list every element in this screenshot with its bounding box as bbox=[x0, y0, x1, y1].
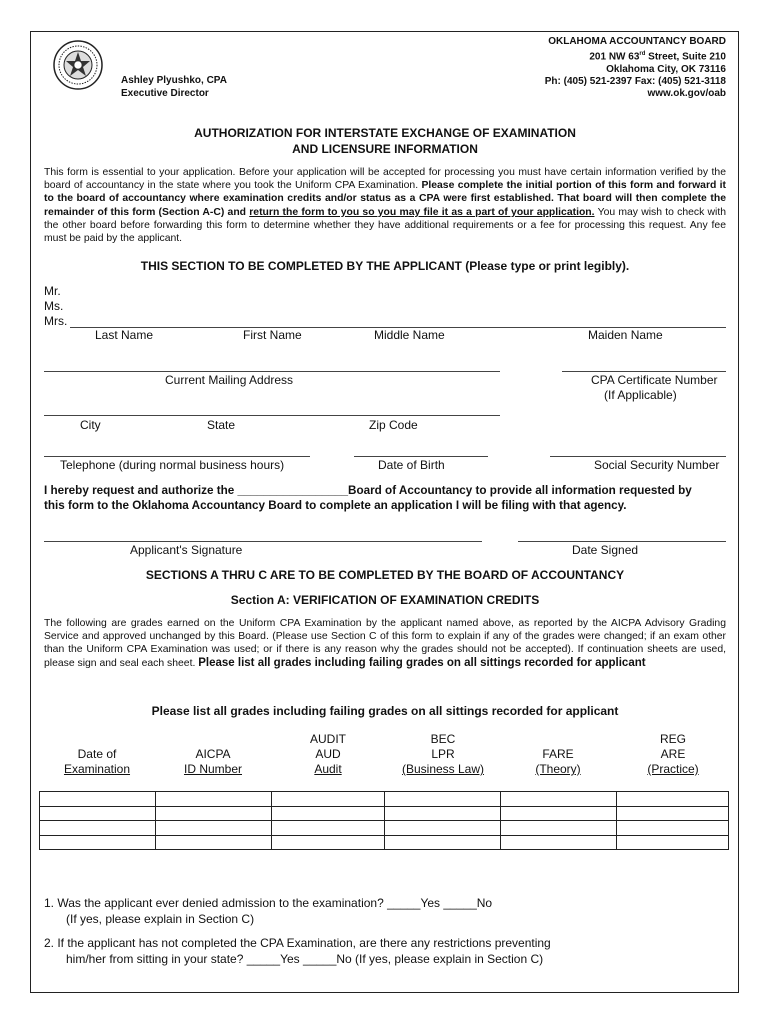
title-mrs[interactable]: Mrs. bbox=[44, 314, 68, 328]
grade-cell[interactable] bbox=[617, 792, 729, 807]
column-header-underlined: (Business Law) bbox=[401, 762, 485, 776]
label-zip: Zip Code bbox=[369, 418, 418, 432]
applicant-section-heading: THIS SECTION TO BE COMPLETED BY THE APPLICANT (Please type or print legibly). bbox=[140, 259, 630, 273]
table-row bbox=[40, 792, 729, 807]
grade-cell[interactable] bbox=[271, 806, 385, 821]
column-header-underlined: ID Number bbox=[183, 762, 242, 776]
column-header-text: Date of bbox=[77, 747, 117, 761]
director-name: Ashley Plyushko, CPA bbox=[121, 75, 227, 86]
board-name: OKLAHOMA ACCOUNTANCY BOARD bbox=[548, 36, 726, 47]
title-ms[interactable]: Ms. bbox=[44, 299, 64, 313]
grade-cell[interactable] bbox=[271, 835, 385, 850]
question-1: 1. Was the applicant ever denied admission to the examination? _____Yes _____No (If yes, please explain in Section C) bbox=[44, 896, 493, 926]
grade-cell[interactable] bbox=[155, 835, 271, 850]
column-header-underlined: Audit bbox=[314, 762, 342, 776]
grade-cell[interactable] bbox=[385, 821, 501, 836]
column-header-1 bbox=[37, 747, 157, 777]
column-header-5 bbox=[498, 747, 618, 777]
board-city: Oklahoma City, OK 73116 bbox=[606, 63, 726, 75]
column-header-text: AUD bbox=[315, 747, 341, 761]
grade-cell[interactable] bbox=[501, 821, 617, 836]
grade-cell[interactable] bbox=[617, 835, 729, 850]
grade-cell[interactable] bbox=[385, 792, 501, 807]
signature-field-line[interactable] bbox=[44, 541, 482, 542]
board-street: 201 NW 63rd Street, Suite 210 bbox=[589, 51, 726, 63]
label-city: City bbox=[80, 418, 101, 432]
grades-list-heading: Please list all grades including failing grades on all sittings recorded for applicant bbox=[151, 704, 619, 718]
mailing-address-field-line[interactable] bbox=[44, 371, 500, 372]
column-header-text: ARE bbox=[660, 747, 686, 761]
ssn-field-line[interactable] bbox=[550, 456, 726, 457]
grade-cell[interactable] bbox=[155, 821, 271, 836]
director-block bbox=[121, 74, 227, 100]
label-last-name: Last Name bbox=[95, 328, 154, 342]
column-header-text: AICPA bbox=[195, 747, 231, 761]
grade-cell[interactable] bbox=[271, 821, 385, 836]
section-a-paragraph: The following are grades earned on the Uniform CPA Examination by the applicant named above, as reported by the AICPA Advisory Grading Service and approved unchanged by this Board. (Please use Section C of this form to explain if any of the grades were changed; if an exam other than the Uniform CPA Examination was used; or if there is any reason why the grades should not be accepted). If continuation sheets are used, please sign and seal each sheet. Please list all grades including failing grades on all sittings recorded for applicant bbox=[44, 618, 726, 669]
column-header-text: BEC bbox=[430, 732, 456, 746]
table-row bbox=[40, 835, 729, 850]
city-state-zip-field-line[interactable] bbox=[44, 415, 500, 416]
label-date-signed: Date Signed bbox=[572, 543, 639, 557]
column-header-2 bbox=[153, 747, 273, 777]
grade-cell[interactable] bbox=[385, 835, 501, 850]
grade-cell[interactable] bbox=[40, 806, 156, 821]
label-middle-name: Middle Name bbox=[374, 328, 445, 342]
label-applicant-signature: Applicant's Signature bbox=[130, 543, 243, 557]
authorization-statement: I hereby request and authorize the _________________Board of Accountancy to provide all information requested by this form to the Oklahoma Accountancy Board to complete an application I will be filing with that agency. bbox=[44, 484, 692, 512]
label-if-applicable: (If Applicable) bbox=[604, 388, 677, 402]
section-a-heading: Section A: VERIFICATION OF EXAMINATION CREDITS bbox=[230, 593, 540, 607]
form-title: AUTHORIZATION FOR INTERSTATE EXCHANGE OF EXAMINATION bbox=[194, 126, 576, 140]
date-signed-field-line[interactable] bbox=[518, 541, 726, 542]
grade-cell[interactable] bbox=[501, 792, 617, 807]
intro-paragraph: This form is essential to your application. Before your application will be accepted for processing you must have certain information verified by the board of accountancy in the state where you took the Uniform CPA Examination. Please complete the initial portion of this form and forward it to the board of accountancy where examination credits and/or status as a CPA were first established. That board will then complete the remainder of this form (Section A-C) and return the form to you so you may file it as a part of your application. You may wish to check with the other board before forwarding this form to determine whether they have additional requirements or a fee for processing this request. Any fee must be paid by the applicant. bbox=[44, 167, 727, 245]
label-telephone: Telephone (during normal business hours) bbox=[60, 458, 285, 472]
grade-cell[interactable] bbox=[617, 821, 729, 836]
grade-cell[interactable] bbox=[40, 792, 156, 807]
form-subtitle: AND LICENSURE INFORMATION bbox=[292, 142, 478, 156]
column-header-3 bbox=[268, 732, 388, 777]
grade-cell[interactable] bbox=[271, 792, 385, 807]
board-address-block bbox=[545, 36, 726, 100]
board-section-heading: SECTIONS A THRU C ARE TO BE COMPLETED BY THE BOARD OF ACCOUNTANCY bbox=[145, 568, 625, 582]
label-state: State bbox=[207, 418, 236, 432]
column-header-underlined: (Theory) bbox=[535, 762, 581, 776]
label-dob: Date of Birth bbox=[378, 458, 445, 472]
dob-field-line[interactable] bbox=[354, 456, 488, 457]
column-header-text: FARE bbox=[542, 747, 574, 761]
column-header-4 bbox=[383, 732, 503, 777]
board-phone-fax: Ph: (405) 521-2397 Fax: (405) 521-3118 bbox=[544, 75, 726, 87]
table-row bbox=[40, 806, 729, 821]
column-header-6 bbox=[613, 732, 733, 777]
question-2: 2. If the applicant has not completed the CPA Examination, are there any restrictions preventing him/her from sitting in your state? _____Yes _____No (If yes, please explain in Section C) bbox=[44, 936, 551, 966]
grade-cell[interactable] bbox=[40, 821, 156, 836]
column-header-underlined: Examination bbox=[63, 762, 131, 776]
grade-cell[interactable] bbox=[155, 792, 271, 807]
board-website[interactable]: www.ok.gov/oab bbox=[647, 88, 726, 100]
column-header-text: LPR bbox=[431, 747, 455, 761]
grade-cell[interactable] bbox=[501, 806, 617, 821]
grade-cell[interactable] bbox=[385, 806, 501, 821]
column-header-text: AUDIT bbox=[310, 732, 346, 746]
grade-cell[interactable] bbox=[40, 835, 156, 850]
label-cpa-certificate: CPA Certificate Number bbox=[591, 373, 718, 387]
telephone-field-line[interactable] bbox=[44, 456, 310, 457]
grades-table[interactable] bbox=[39, 791, 729, 850]
label-first-name: First Name bbox=[243, 328, 302, 342]
grade-cell[interactable] bbox=[501, 835, 617, 850]
column-header-text: REG bbox=[659, 732, 686, 746]
grade-cell[interactable] bbox=[155, 806, 271, 821]
column-header-underlined: (Practice) bbox=[647, 762, 699, 776]
state-seal-logo bbox=[53, 40, 103, 90]
director-title: Executive Director bbox=[121, 88, 209, 99]
label-mailing-address: Current Mailing Address bbox=[165, 373, 294, 387]
cpa-certificate-field-line[interactable] bbox=[562, 371, 726, 372]
label-ssn: Social Security Number bbox=[594, 458, 720, 472]
grade-cell[interactable] bbox=[617, 806, 729, 821]
label-maiden-name: Maiden Name bbox=[588, 328, 663, 342]
table-row bbox=[40, 821, 729, 836]
title-mr[interactable]: Mr. bbox=[44, 284, 61, 298]
